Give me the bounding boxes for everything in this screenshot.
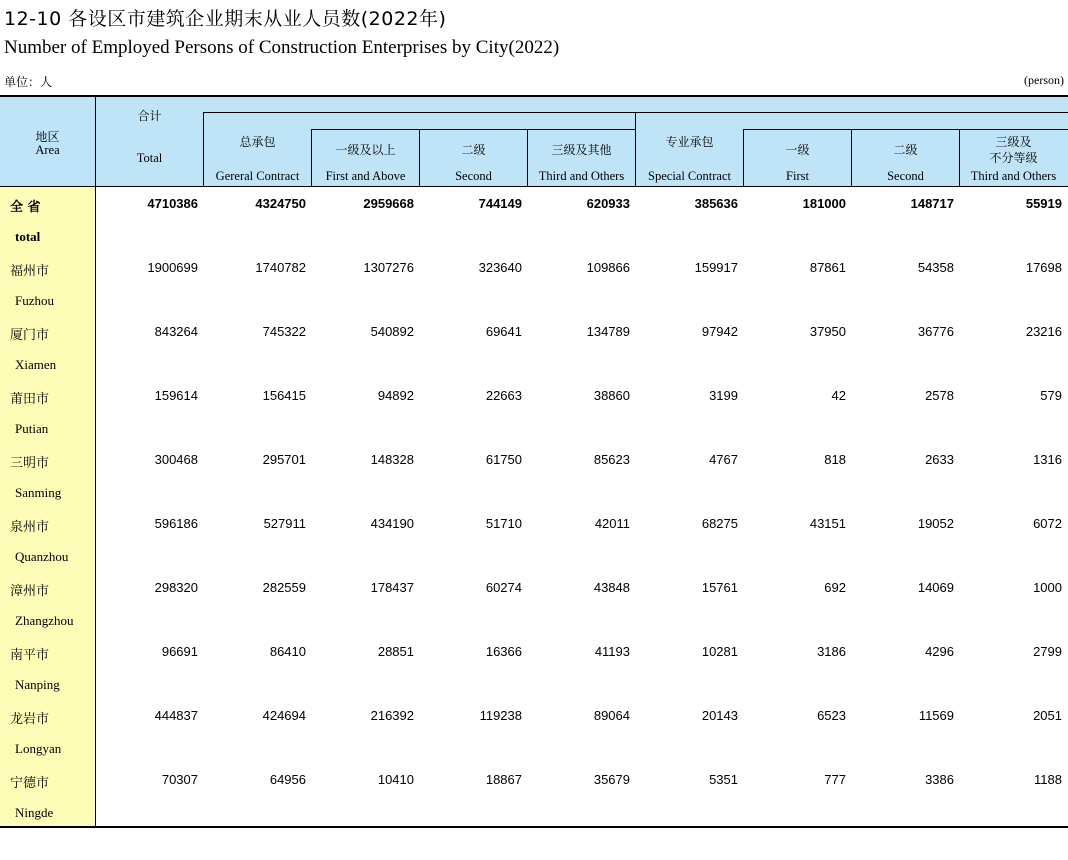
row-value: 61750 <box>485 452 522 467</box>
row-value: 1000 <box>1033 580 1062 595</box>
row-value: 43848 <box>593 580 630 595</box>
row-value: 4296 <box>925 644 954 659</box>
row-area-en: Sanming <box>15 485 62 500</box>
row-value: 159917 <box>694 260 738 275</box>
row-value: 6523 <box>817 708 846 723</box>
row-value: 2799 <box>1033 644 1062 659</box>
row-area-cn: 泉州市 <box>10 520 50 535</box>
row-value: 6072 <box>1033 516 1062 531</box>
row-value: 86410 <box>269 644 306 659</box>
header-total-en: Total <box>136 151 163 165</box>
row-value: 19052 <box>917 516 954 531</box>
header-s-first-cn: 一级 <box>785 143 810 157</box>
row-value: 51710 <box>485 516 522 531</box>
row-value: 10281 <box>701 644 738 659</box>
row-value: 178437 <box>370 580 414 595</box>
row-value: 16366 <box>485 644 522 659</box>
row-value: 15761 <box>701 580 738 595</box>
header-general-cn: 总承包 <box>239 135 276 149</box>
area-column-border <box>95 187 96 827</box>
header-g-third-cn: 三级及其他 <box>551 143 612 157</box>
header-total-cn: 合计 <box>137 109 162 123</box>
header-s-third-en: Third and Others <box>970 169 1057 183</box>
row-area-en: total <box>15 229 41 244</box>
row-area-cn: 福州市 <box>10 264 50 279</box>
row-area-cn: 龙岩市 <box>10 712 50 727</box>
row-area-cn: 厦门市 <box>10 328 50 343</box>
header-s-third-cn-1: 三级及 <box>995 135 1032 149</box>
row-value: 10410 <box>377 772 414 787</box>
row-value: 4767 <box>709 452 738 467</box>
row-value: 4710386 <box>147 196 198 211</box>
header-grid-line <box>851 129 852 187</box>
row-area-cn: 全 省 <box>10 200 41 215</box>
row-value: 28851 <box>377 644 414 659</box>
row-value: 540892 <box>370 324 414 339</box>
row-value: 134789 <box>586 324 630 339</box>
row-value: 38860 <box>593 388 630 403</box>
row-value: 109866 <box>586 260 630 275</box>
row-value: 94892 <box>377 388 414 403</box>
header-s-second-en: Second <box>887 169 924 183</box>
row-area-en: Quanzhou <box>15 549 69 564</box>
row-value: 444837 <box>154 708 198 723</box>
row-value: 323640 <box>478 260 522 275</box>
row-value: 60274 <box>485 580 522 595</box>
row-value: 70307 <box>161 772 198 787</box>
row-value: 36776 <box>917 324 954 339</box>
row-value: 96691 <box>161 644 198 659</box>
row-value: 424694 <box>262 708 306 723</box>
row-area-cn: 南平市 <box>10 648 50 663</box>
row-value: 3386 <box>925 772 954 787</box>
row-value: 87861 <box>809 260 846 275</box>
row-value: 42 <box>831 388 846 403</box>
row-value: 2959668 <box>363 196 414 211</box>
header-special-en: Special Contract <box>648 169 731 183</box>
row-area-en: Xiamen <box>15 357 57 372</box>
row-value: 159614 <box>154 388 198 403</box>
row-value: 692 <box>824 580 846 595</box>
row-value: 4324750 <box>255 196 306 211</box>
row-value: 5351 <box>709 772 738 787</box>
row-area-en: Zhangzhou <box>15 613 74 628</box>
row-value: 156415 <box>262 388 306 403</box>
row-value: 1316 <box>1033 452 1062 467</box>
row-value: 385636 <box>694 196 738 211</box>
header-grid-line <box>95 97 96 187</box>
row-value: 42011 <box>594 516 630 531</box>
header-grid-line <box>743 129 744 187</box>
row-value: 1740782 <box>255 260 306 275</box>
row-value: 35679 <box>593 772 630 787</box>
header-g-second-cn: 二级 <box>461 143 486 157</box>
row-area-cn: 三明市 <box>10 456 50 471</box>
row-area-en: Longyan <box>15 741 62 756</box>
row-value: 216392 <box>370 708 414 723</box>
row-value: 777 <box>824 772 846 787</box>
table-title-cn: 12-10 各设区市建筑企业期末从业人员数(2022年) <box>4 8 447 30</box>
row-value: 818 <box>824 452 846 467</box>
row-value: 620933 <box>586 196 630 211</box>
row-value: 282559 <box>262 580 306 595</box>
row-value: 37950 <box>809 324 846 339</box>
header-grid-line <box>959 129 960 187</box>
row-value: 1188 <box>1034 772 1062 787</box>
row-area-cn: 宁德市 <box>10 776 50 791</box>
row-value: 85623 <box>593 452 630 467</box>
header-grid-line <box>311 129 635 130</box>
row-value: 41193 <box>594 644 630 659</box>
header-bottom-border <box>0 186 1068 187</box>
row-value: 20143 <box>701 708 738 723</box>
header-g-third-en: Third and Others <box>538 169 625 183</box>
header-grid-line <box>635 112 636 187</box>
row-area-cn: 漳州市 <box>10 584 50 599</box>
row-value: 2578 <box>925 388 954 403</box>
row-value: 148328 <box>370 452 414 467</box>
row-area-en: Fuzhou <box>15 293 54 308</box>
row-value: 11569 <box>918 708 954 723</box>
row-value: 745322 <box>262 324 306 339</box>
unit-label: 单位：人 <box>4 75 53 89</box>
row-value: 434190 <box>370 516 414 531</box>
row-value: 295701 <box>262 452 306 467</box>
row-value: 17698 <box>1025 260 1062 275</box>
row-value: 43151 <box>809 516 846 531</box>
header-g-second-en: Second <box>455 169 492 183</box>
row-value: 181000 <box>802 196 846 211</box>
row-value: 843264 <box>154 324 198 339</box>
row-value: 3186 <box>817 644 846 659</box>
row-value: 1900699 <box>147 260 198 275</box>
row-value: 64956 <box>269 772 306 787</box>
row-value: 300468 <box>154 452 198 467</box>
header-special-cn: 专业承包 <box>665 135 714 149</box>
row-value: 596186 <box>154 516 198 531</box>
header-g-first-cn: 一级及以上 <box>335 143 396 157</box>
row-value: 97942 <box>701 324 738 339</box>
row-value: 1307276 <box>363 260 414 275</box>
header-grid-line <box>527 129 528 187</box>
row-value: 527911 <box>263 516 306 531</box>
header-area-cn: 地区 <box>35 130 60 144</box>
row-value: 14069 <box>917 580 954 595</box>
row-value: 119238 <box>479 708 522 723</box>
row-value: 89064 <box>593 708 630 723</box>
header-grid-line <box>203 112 204 187</box>
row-value: 3199 <box>709 388 738 403</box>
row-value: 23216 <box>1025 324 1062 339</box>
header-s-second-cn: 二级 <box>893 143 918 157</box>
unit-label-en: (person) <box>1024 73 1064 87</box>
row-value: 2051 <box>1033 708 1062 723</box>
row-area-en: Nanping <box>15 677 60 692</box>
header-s-first-en: First <box>786 169 809 183</box>
header-grid-line <box>419 129 420 187</box>
row-value: 69641 <box>485 324 522 339</box>
header-s-third-cn-2: 不分等级 <box>989 151 1038 165</box>
row-value: 22663 <box>485 388 522 403</box>
row-value: 2633 <box>925 452 954 467</box>
table-title-en: Number of Employed Persons of Construction Enterprises by City(2022) <box>4 37 560 58</box>
header-g-first-en: First and Above <box>325 169 406 183</box>
table-bottom-border <box>0 826 1068 828</box>
row-value: 18867 <box>485 772 522 787</box>
row-area-en: Putian <box>15 421 49 436</box>
row-value: 579 <box>1040 388 1062 403</box>
row-value: 298320 <box>154 580 198 595</box>
row-area-en: Ningde <box>15 805 54 820</box>
row-value: 148717 <box>910 196 954 211</box>
header-grid-line <box>311 129 312 187</box>
row-area-cn: 莆田市 <box>10 392 50 407</box>
row-value: 744149 <box>478 196 522 211</box>
header-area-en: Area <box>35 143 60 157</box>
row-value: 68275 <box>701 516 738 531</box>
header-grid-line <box>743 129 1068 130</box>
area-column <box>0 187 95 827</box>
header-general-en: Gereral Contract <box>215 169 300 183</box>
row-value: 55919 <box>1025 196 1062 211</box>
row-value: 54358 <box>917 260 954 275</box>
